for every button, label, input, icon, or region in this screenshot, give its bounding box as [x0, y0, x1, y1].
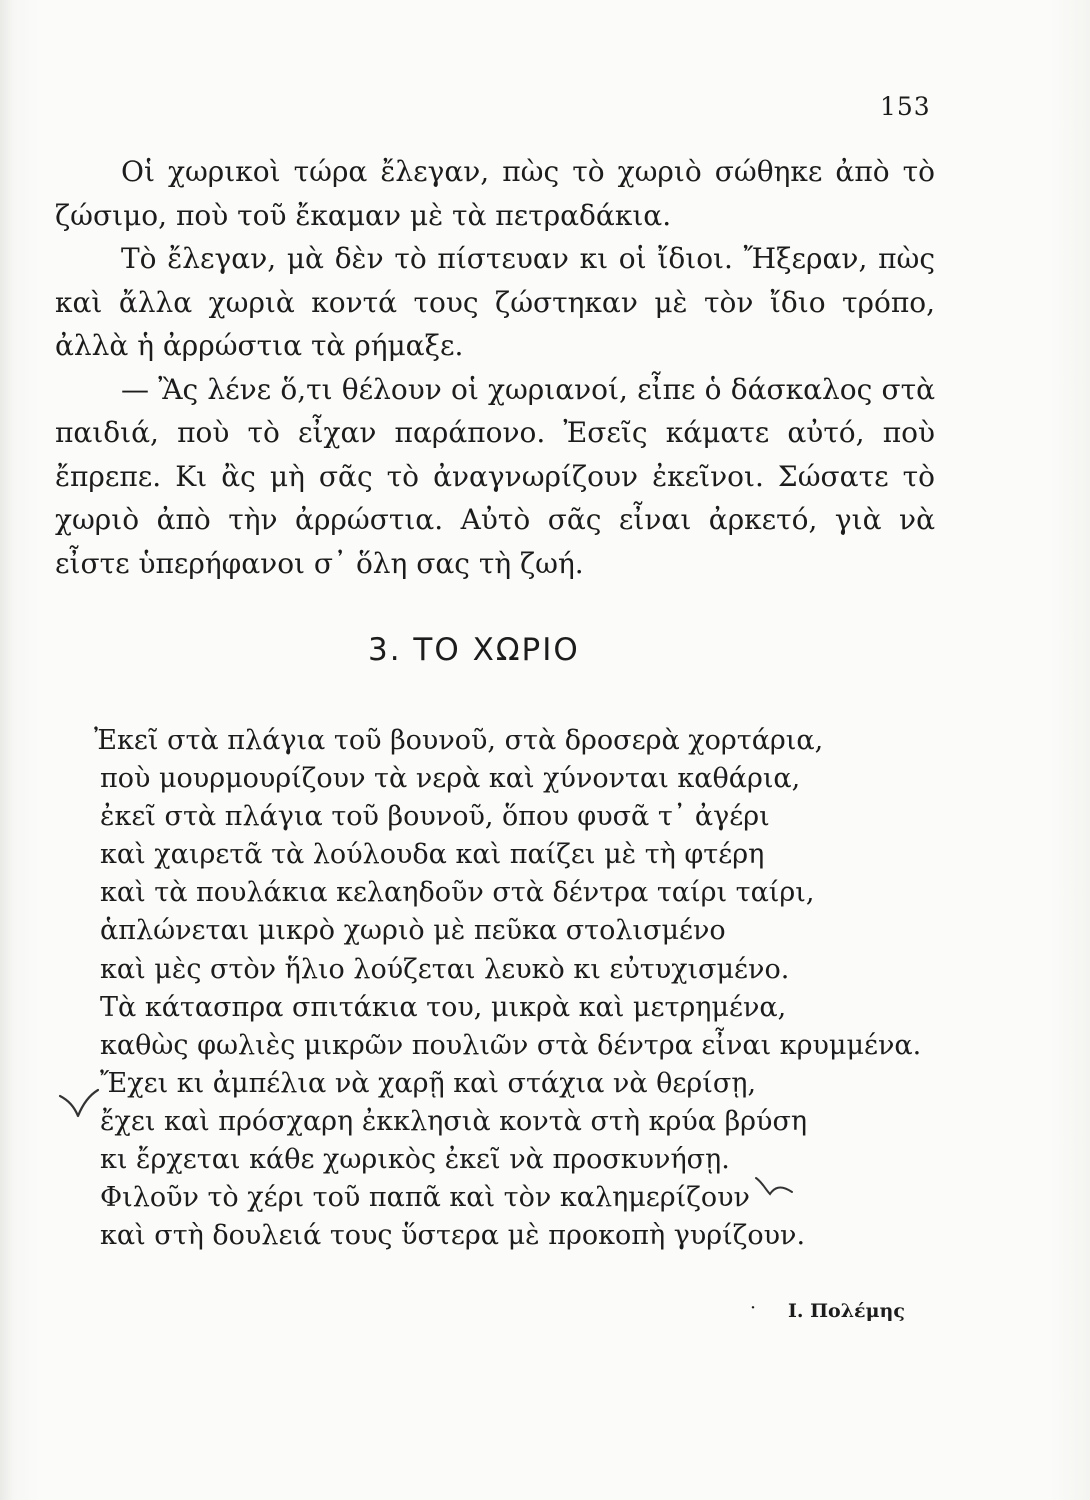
poem-author: Ι. Πολέμης: [788, 1300, 905, 1322]
poem-line: καὶ στὴ δουλειά τους ὕστερα μὲ προκοπὴ γυρίζουν.: [100, 1220, 806, 1252]
section-heading: 3. ΤΟ ΧΩΡΙΟ: [368, 632, 580, 668]
handwritten-check-mark-icon: [58, 1088, 102, 1124]
poem-line: Ἐκεῖ στὰ πλάγια τοῦ βουνοῦ, στὰ δροσερὰ χορτάρια,: [94, 725, 824, 756]
author-dash: ·: [750, 1297, 757, 1319]
poem-line: ἁπλώνεται μικρὸ χωριὸ μὲ πεῦκα στολισμένο: [100, 915, 726, 947]
poem-line: ἐκεῖ στὰ πλάγια τοῦ βουνοῦ, ὅπου φυσᾶ τ᾿ ἀγέρι: [100, 801, 770, 833]
prose-text: [55, 150, 935, 585]
poem-line: καὶ μὲς στὸν ἥλιο λούζεται λευκὸ κι εὐτυχισμένο.: [100, 953, 790, 985]
paragraph: Τὸ ἔλεγαν, μὰ δὲν τὸ πίστευαν κι οἱ ἴδιοι. Ἤξεραν, πὼς καὶ ἄλλα χωριὰ κοντά τους ζώστηκαν μὲ τὸν ἴδιο τρόπο, ἀλλὰ ἡ ἀρρώστια τὰ ρήμαξε.: [55, 242, 935, 362]
poem-line: Τὰ κάτασπρα σπιτάκια του, μικρὰ καὶ μετρημένα,: [100, 991, 787, 1023]
poem-line: κι ἔρχεται κάθε χωρικὸς ἐκεῖ νὰ προσκυνήσῃ.: [100, 1144, 730, 1176]
poem-line: Ἔχει κι ἀμπέλια νὰ χαρῇ καὶ στάχια νὰ θερίσῃ,: [100, 1067, 757, 1099]
poem-line: καὶ χαιρετᾶ τὰ λούλουδα καὶ παίζει μὲ τὴ φτέρη: [100, 839, 765, 871]
poem-line: ἔχει καὶ πρόσχαρη ἐκκλησιὰ κοντὰ στὴ κρύα βρύση: [100, 1105, 808, 1137]
poem-line: καὶ τὰ πουλάκια κελαηδοῦν στὰ δέντρα ταίρι ταίρι,: [100, 877, 815, 909]
paragraph: Οἱ χωρικοὶ τώρα ἔλεγαν, πὼς τὸ χωριὸ σώθηκε ἀπὸ τὸ ζώσιμο, ποὺ τοῦ ἔκαμαν μὲ τὰ πετραδάκια.: [55, 155, 935, 232]
poem: [94, 722, 950, 1255]
poem-line: Φιλοῦν τὸ χέρι τοῦ παπᾶ καὶ τὸν καλημερίζουν: [100, 1182, 750, 1214]
poem-line: ποὺ μουρμουρίζουν τὰ νερὰ καὶ χύνονται καθάρια,: [100, 763, 801, 795]
poem-line: καθὼς φωλιὲς μικρῶν πουλιῶν στὰ δέντρα εἶναι κρυμμένα.: [100, 1029, 922, 1061]
paragraph: — Ἂς λένε ὅ,τι θέλουν οἱ χωριανοί, εἶπε ὁ δάσκαλος στὰ παιδιά, ποὺ τὸ εἶχαν παράπονο. Ἐσεῖς κάματε αὐτό, ποὺ ἔπρεπε. Κι ἂς μὴ σᾶς τὸ ἀναγνωρίζουν ἐκεῖνοι. Σώσατε τὸ χωριὸ ἀπὸ τὴν ἀρρώστια. Αὐτὸ σᾶς εἶναι ἀρκετό, γιὰ νὰ εἶστε ὑπερήφανοι σ᾿ ὅλη σας τὴ ζωή.: [55, 372, 935, 580]
handwritten-tick-mark-icon: [752, 1172, 798, 1202]
page-number: 153: [880, 92, 931, 121]
